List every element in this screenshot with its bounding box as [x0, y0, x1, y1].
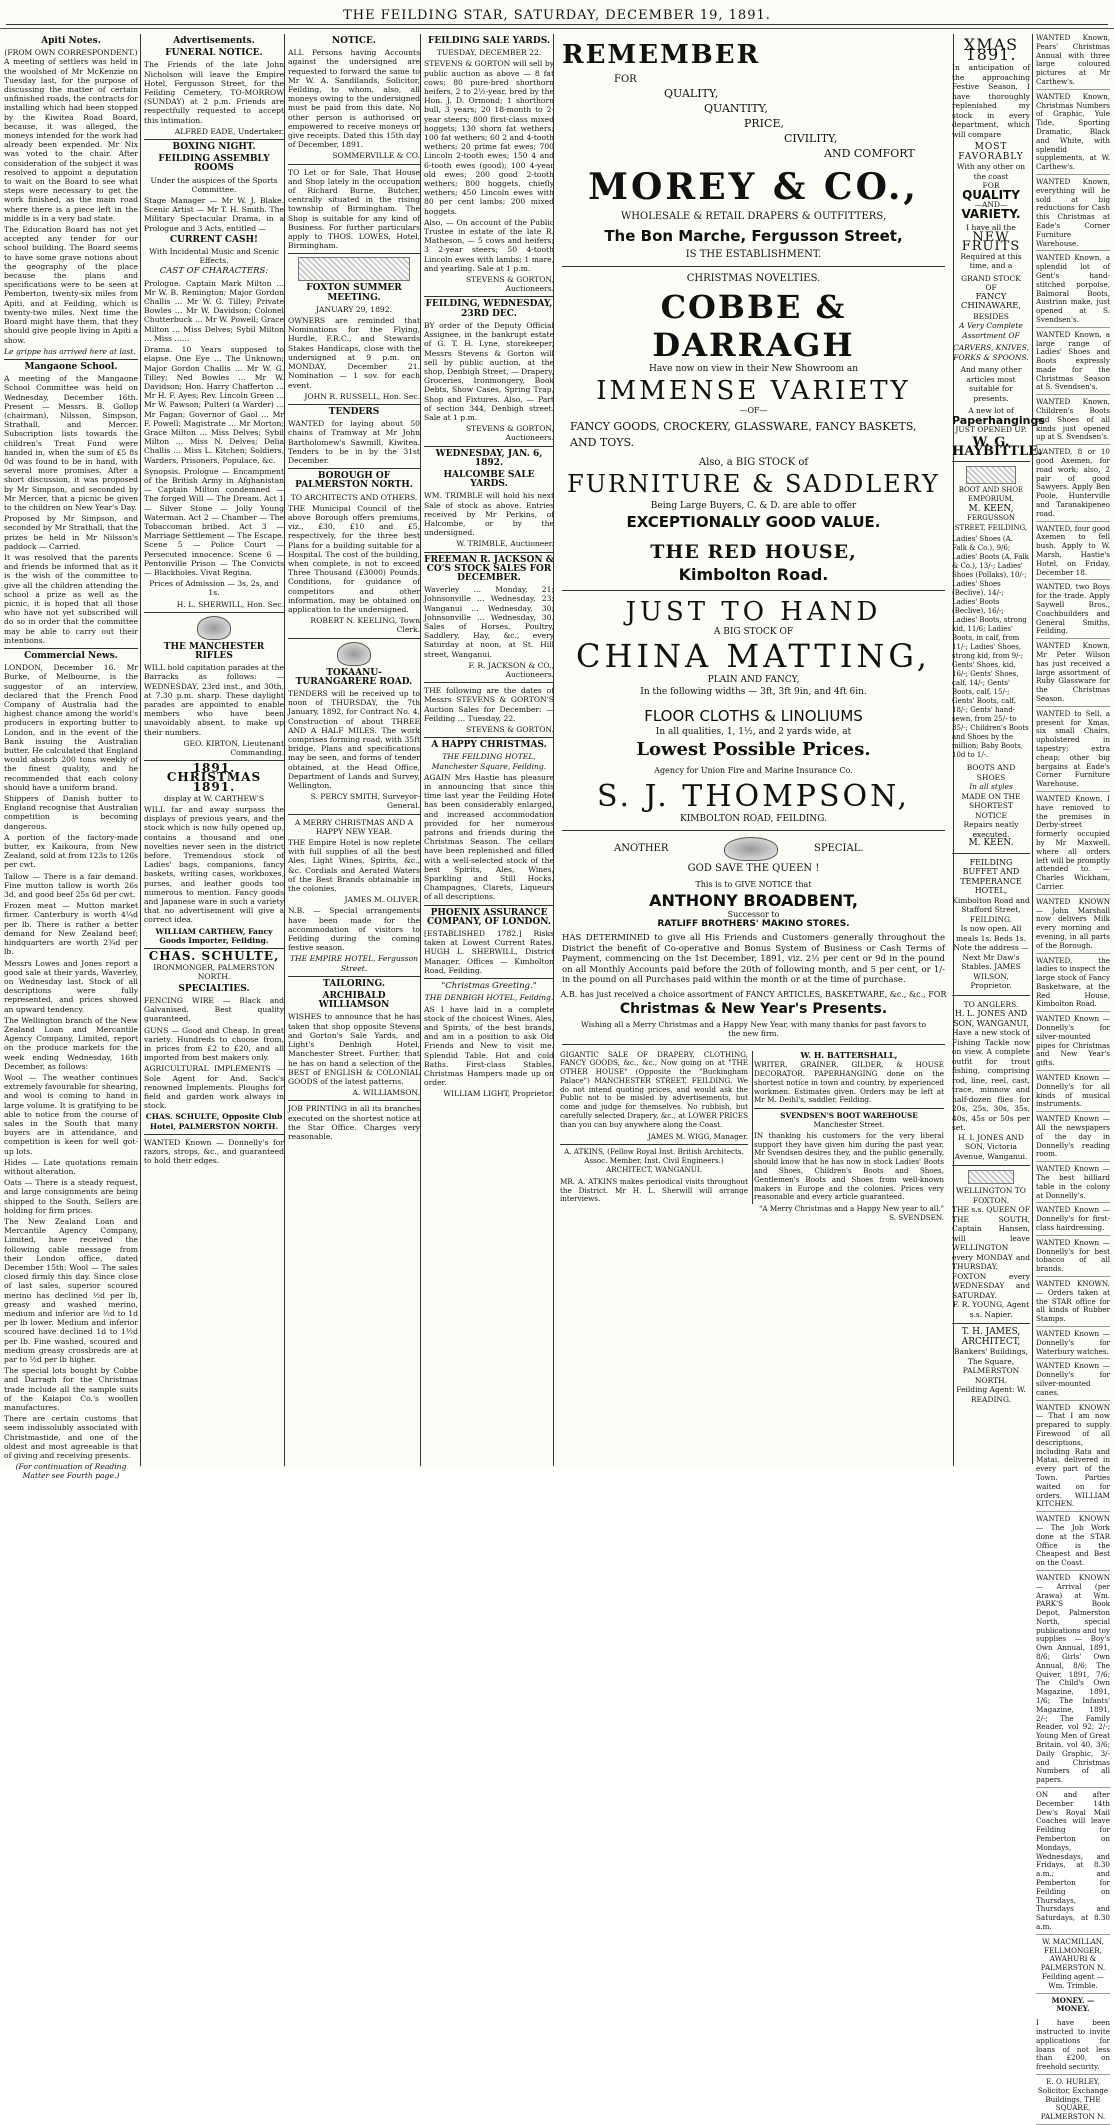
china-matting-heading: CHINA MATTING,: [576, 637, 931, 675]
article-paragraph: Messrs Lowes and Jones report a good sale at their yards, Waverley, on Wednesday last. Stock of all descriptions were fully represented, and prices showed an upward tendency.: [4, 958, 138, 1014]
keen-name: M. KEEN,: [968, 503, 1014, 514]
article-paragraph: Hides — Late quotations remain without alteration.: [4, 1157, 138, 1176]
column-advertisements-1: [140, 34, 284, 1466]
just-to-hand-heading: JUST TO HAND: [625, 597, 882, 627]
race-notice: OWNERS are reminded that Nominations for the Flying, Hurdle, F.R.C., and Stewards Stakes Handicaps, close with the undersigned at 9 p.m. on MONDAY, December 21. Nomination — 1 sov. for each event.: [288, 316, 420, 390]
wanted-notice: WANTED Known — All the newspapers of the day in Donnelly's reading room.: [1036, 1115, 1110, 1162]
give-notice-text: This is to GIVE NOTICE that: [695, 880, 812, 889]
xmas-intro: In anticipation of the approaching Festive Season, I have thoroughly replenished my stock in every department, which will compare: [952, 63, 1030, 139]
wanted-notice: WANTED KNOWN, — Orders taken at the STAR office for all kinds of Rubber Stamps.: [1036, 1280, 1110, 1327]
quantity-text: QUANTITY,: [704, 102, 768, 115]
kimbolton-road-text: Kimbolton Road.: [678, 565, 829, 584]
keen-signature: M. KEEN.: [968, 838, 1014, 848]
boot-emporium-heading: BOOT AND SHOE EMPORIUM.: [958, 485, 1024, 503]
merry-christmas: A MERRY CHRISTMAS AND A HAPPY NEW YEAR.: [294, 817, 414, 836]
agency-text: Agency for Union Fire and Marine Insurance Co.: [654, 766, 853, 775]
road-signature: S. PERCY SMITH, Surveyor-General.: [310, 792, 420, 811]
shortest-notice-text: MADE ON THE SHORTEST NOTICE: [961, 791, 1021, 820]
another-special-row: [554, 837, 953, 859]
divider: [424, 905, 554, 906]
successor-text: Successor to: [727, 910, 780, 919]
masthead-rule: [6, 24, 1108, 25]
divider: [424, 552, 554, 553]
quality-heading: QUALITY: [962, 187, 1020, 202]
fishing-tackle-text: Have a new stock of Fishing Tackle now on view. A complete outfit for trout fishing, comprising rod, line, reel, cast, trace, minnow and half-dozen flies for 20s, 25s, 30s, 35s, 40s, 45s or 50s per set.: [952, 1028, 1030, 1132]
article-paragraph: Oats — There is a steady request, and large consignments are being shipped to the South. Sellers are holding for firm prices.: [4, 1178, 138, 1215]
morey-heading: MOREY & CO.,: [588, 166, 919, 208]
drama-subtitle: With Incidental Music and Scenic Effects.: [149, 247, 279, 266]
schulte-subheading: IRONMONGER, PALMERSTON NORTH.: [153, 963, 275, 982]
to-let-advert: TO Let or for Sale, That House and Shop lately in the occupation of Richard Burne, Butcher, centrally situated in the rising township of Birmingham. The Shop is suitable for any kind of Business. For further particulars apply to THOS. LOWES, Hotel, Birmingham.: [288, 167, 420, 251]
divider: [4, 648, 138, 649]
for-text: FOR: [614, 74, 637, 85]
divider: [4, 359, 138, 360]
denbigh-hotel-name: THE DENBIGH HOTEL, Feilding.: [424, 993, 554, 1003]
most-favorably: MOST FAVORABLY: [958, 142, 1024, 162]
divider: [424, 978, 554, 979]
wanted-notice: WANTED KNOWN — The Job Work done at the STAR Office is the Cheapest and Best on the Coast.: [1036, 1515, 1110, 1571]
special-text: SPECIAL.: [814, 843, 864, 854]
cast-list: Drama. 10 Years supposed to elapse. One Eye … The Unknown; Major Gordon Challis … Mr W. G. Tilley; Ned Bowles … Mr W. Davidson; Hon. Harry Chafferton … Mr H. F. Ayes; Rev. Lincoln Green … Mr W. Pawson; Pulteri (a Warder) … Mr Fagan; Governor of Gaol … Mr F. Powell; Magistrate … Mr Morton; Grace Milton … Miss Delves; Sybil Milton … Miss N. Delves; Delia Challis … Miss L. Kitchen; Soldiers, Warders, Prisoners, Populace, &c.: [144, 345, 284, 465]
tailor-text: WISHES to announce that he has taken that shop opposite Stevens and Gorton's Sale Yards, and Light's Denbigh Hotel, Manchester Street. Further, that he has on hand a selection of the BEST of ENGLISH & COLONIAL GOODS of the latest patterns.: [288, 1012, 420, 1086]
guns: GUNS — Good and Cheap. In great variety. Hundreds to choose from, in prices from £2 to £20, and all imported from best makers only.: [144, 1025, 284, 1063]
apiti-heading: Apiti Notes.: [41, 36, 101, 46]
royal-crest-icon: [337, 642, 371, 666]
wanted-notice: WANTED, four good Axemen to fell bush. Apply to W. Marsh, Hastie's Hotel, on Friday, December 18.: [1036, 525, 1110, 581]
happy-christmas-heading: A HAPPY CHRISTMAS.: [431, 740, 547, 751]
column-right: [952, 33, 1110, 2122]
comfort-text: AND COMFORT: [824, 147, 915, 160]
carthew-subheading: display at W. CARTHEW'S: [163, 793, 265, 803]
article-paragraph: Proposed by Mr Simpson, and seconded by Mr Strathall, that the prizes be held in Mr Nilsson's paddock — Carried.: [4, 514, 138, 551]
race-signature: JOHN R. RUSSELL, Hon. Sec.: [304, 391, 420, 401]
divider: [562, 590, 945, 591]
plain-fancy-text: PLAIN AND FANCY,: [707, 675, 800, 685]
borough-signature: ROBERT N. KEELING, Town Clerk.: [310, 616, 420, 635]
wanted-notice: WANTED Known, Christmas Numbers of Graphic, Yule Tide, Sporting Dramatic, Black and White, with splendid supplements, at W. Carthew's.: [1036, 93, 1110, 175]
buffet-address: Kimbolton Road and Stafford Street, FEILDING.: [952, 895, 1030, 924]
bottom-left-adverts: [560, 1051, 753, 1205]
feilding-hotel-text: AGAIN Mrs Hastie has pleasure in announcing that since this time last year the Feilding Hotel has been considerably enlarged, and increased accommodation provided for her numerous patrons and friends during the Christmas Season. The cellars have been replenished and filled with a well-selected stock of the best Spirits, Ales, Wines, Sparkling and Still Hocks, Champagnes, Clarets, Liqueurs of all descriptions.: [424, 772, 554, 902]
divider: [424, 296, 554, 297]
and-text: —AND—: [974, 200, 1008, 209]
variety-heading: VARIETY.: [961, 206, 1021, 221]
specialties-heading: SPECIALTIES.: [178, 983, 250, 994]
auctioneer-signature: STEVENS & GORTON, Auctioneers.: [465, 424, 554, 443]
remember-heading: REMEMBER: [562, 40, 761, 70]
article-paragraph: It was resolved that the parents and friends be informed that as it is the wish of the committee to give all the children attending the school a prize as well as the picnic, it is hoped that all those who have not yet subscribed will do so in order that the committee may be able to carry out their intentions.: [4, 552, 138, 645]
wanted-notice: WANTED Known — Donnelly's for silver-mounted canes.: [1036, 1362, 1110, 1400]
carvers-text: CARVERS, KNIVES, FORKS & SPOONS.: [953, 343, 1029, 362]
christmas-heading: 1891. CHRISTMAS 1891.: [166, 761, 262, 794]
denbigh-text: AS I have laid in a complete stock of the choicest Wines, Ales, and Spirits, of the best brands, and am in a position to ask Old Friends and New to visit me. Splendid Table. Hot and cold Baths. First-class Stables. Christmas Hampers made up on order.: [424, 1004, 554, 1088]
floor-cloths-heading: FLOOR CLOTHS & LINOLIUMS: [644, 707, 863, 725]
feilding-hotel-name: THE FEILDING HOTEL, Manchester Square, Feilding.: [431, 752, 547, 771]
james-agent: Feilding Agent: W. READING.: [956, 1385, 1026, 1404]
empire-address: THE EMPIRE HOTEL, Fergusson Street.: [289, 954, 419, 973]
article-paragraph: Tallow — There is a fair demand. Fine mutton tallow is worth 26s 3d, and good beef 25s 6d per cwt.: [4, 871, 138, 900]
column-news: [4, 34, 138, 1481]
masthead: [0, 0, 1114, 29]
road-text: TENDERS will be received up to noon of THURSDAY, the 7th January, 1892, for Contract No. 4, Construction of about THREE AND A HALF MILES. The work comprises forming road, with 35ft bridge. Plans and specifications may be seen, and forms of tender obtained, at the Head Office, Department of Lands and Survey, Wellington.: [288, 688, 420, 791]
wanted-notice: WANTED Known — Donnelly's for first-class hairdressing.: [1036, 1206, 1110, 1235]
tailor-signature: A. WILLIAMSON.: [352, 1088, 420, 1098]
god-save-queen: GOD SAVE THE QUEEN !: [687, 863, 820, 874]
tenders-heading: TENDERS: [328, 406, 380, 417]
borough-subheading: TO ARCHITECTS AND OTHERS.: [290, 492, 418, 502]
quality-text: QUALITY,: [664, 87, 719, 100]
jackson-text: Waverley … Monday, 21; Johnsonville … Wednesday, 23; Wanganui … Wednesday, 30; Johnsonville … Wednesday, 30. Sales of Horses, Poultry, Saddlery, Hay, &c., every Saturday at noon, at St. Hill street, Wanganui.: [424, 585, 554, 659]
paperhangings-heading: Paperhangings: [952, 413, 1045, 427]
chinaware-text: FANCY CHINAWARE,: [960, 291, 1022, 311]
battershall-text: WRITER, GRAINER, GILDER, & HOUSE DECORATOR. PAPERHANGING done on the shortest notice in town and country, by experienced workmen. Estimates given. Orders may be left at Mr M. Deihl's, saddler, Feilding.: [754, 1060, 944, 1105]
phoenix-heading: PHOENIX ASSURANCE COMPANY, OF LONDON.: [426, 907, 551, 927]
wanted-column: [1032, 33, 1110, 2122]
stevens-gorton-signature: STEVENS & GORTON.: [465, 725, 554, 735]
bottom-advert-grid: [554, 1051, 953, 1381]
rifles-notice: WILL hold capitation parades at the Barracks as follows: — WEDNESDAY, 23rd inst., and 30th, at 7.30 p.m. sharp. These daylight parades are appointed to enable members who have been unavoidably absent, to make up their numbers.: [144, 663, 284, 737]
fencing-wire: FENCING WIRE — Black and Galvanised. Best quality guaranteed.: [144, 995, 284, 1024]
establishment-text: IS THE ESTABLISHMENT.: [685, 249, 822, 260]
goods-list: FANCY GOODS, CROCKERY, GLASSWARE, FANCY BASKETS, AND TOYS.: [570, 420, 917, 449]
divider: [144, 612, 284, 613]
article-paragraph: Le grippe has arrived here at last.: [4, 346, 136, 356]
article-paragraph: The New Zealand Loan and Mercantile Agency Company, Limited, have received the following cable message from their London office, dated December 15th: Wool — The sales closed firmly this day. Since close of last sales, superior scoured merino has declined ½d per lb, greasy and washed merino, medium and inferior are ½d to 1d per lb lower. Medium and inferior scoured have declined 1d to 1½d per lb. Fine washed, scoured and medium greasy crossbreds are at par to ½d per lb higher.: [4, 1216, 138, 1365]
bankrupt-sale: BY order of the Deputy Official Assignee, in the bankrupt estate of G. T. H. Lyne, storekeeper, Messrs Stevens & Gorton will sell by public auction, at the shop, Denbigh Street, — Drapery, Groceries, Ironmongery, Book Debts, Show Cases, Spring Trap, Shop and Fixtures. Also, — Part of section 344, Denbigh street. Sale at 1 p.m.: [424, 320, 554, 422]
notice-signature: SOMMERVILLE & CO.: [332, 151, 420, 161]
cobbe-subtext: Have now on view in their New Showroom an: [648, 364, 859, 374]
article-paragraph: The Wellington branch of the New Zealand Loan and Mercantile Agency Company, Limited, report on the produce markets for the week ending Wednesday, 16th December, as follows:: [4, 1015, 138, 1071]
wanted-notice: WANTED KNOWN — Arrival (per Arawa) at Wm. PARK'S Book Depot, Palmerston North, special publications and toy supplies — Boy's Own Annual, 1891, 8/6; Girls' Own Annual, 8/6; The Quiver, 1891, 7/6; The Child's Own Magazine, 1891, 1/6; The Infants' Magazine, 1891, 2/-; The Family Reader, vol 92, 2/-; Young Men of Great Britain, vol 40, 3/6; Daily Graphic, 3/- and Christmas Numbers of all papers.: [1036, 1574, 1110, 1788]
carthew-signature: WILLIAM CARTHEW, Fancy Goods Importer, Feilding.: [155, 926, 273, 945]
assembly-rooms-title: FEILDING ASSEMBLY ROOMS: [158, 154, 270, 174]
wanted-notice: WANTED KNOWN — John Marshall now delivers Milk every morning and evening, in all parts of the Borough.: [1036, 898, 1110, 954]
buffet-proprietor: Note the address — Next Mr Daw's Stables. JAMES WILSON, Proprietor.: [953, 943, 1029, 990]
wanted-notice: WANTED KNOWN — That I am now prepared to supply Firewood of all descriptions, including Rata and Matai, delivered in every part of the Town. Parties waited on for orders. WILLIAM KITCHEN.: [1036, 1404, 1110, 1513]
lowest-prices-heading: Lowest Possible Prices.: [636, 739, 871, 760]
steamer-engraving: [968, 1170, 1014, 1184]
steamer-agent: F. R. YOUNG, Agent s.s. Napier.: [952, 1300, 1030, 1319]
thompson-heading: S. J. THOMPSON,: [596, 779, 910, 814]
newspaper-title: THE FEILDING STAR, SATURDAY, DECEMBER 19, 1891.: [343, 8, 771, 23]
cast-heading: CAST OF CHARACTERS:: [159, 266, 269, 277]
required-text: Required at this time, and a: [960, 251, 1022, 270]
empire-nb: N.B. — Special arrangements have been made for the accommodation of visitors to Feilding during the coming festive season.: [288, 906, 420, 953]
race-date: JANUARY 29, 1892.: [316, 304, 392, 314]
article-paragraph: Frozen meat — Mutton market firmer. Canterbury is worth 4¼d per lb. There is rather a better demand for New Zealand beef; hindquarters are worth 2¾d per lb.: [4, 901, 138, 957]
divider: [562, 1044, 945, 1045]
divider: [288, 638, 420, 639]
i-have-text: I have all the: [966, 223, 1016, 232]
denbigh-greeting: "Christmas Greeting.": [441, 981, 537, 992]
svendsen-street: Manchester Street.: [813, 1120, 885, 1130]
divider: [288, 164, 420, 165]
wanted-notice: WANTED Known, a splendid lot of Gent's hand-stitched porpoise, Balmoral Boots, Austrian make, just opened at S. Svendsen's.: [1036, 254, 1110, 327]
broadbent-terms: HAS DETERMINED to give all His Friends and Customers generally throughout the District the benefit of Co-operative and Bonus System of Business or Cash Terms of Payment, commencing on the 1st December, 1891, viz. 2½ per cent or 9d in the pound on all Monthly Accounts paid before the 20th of following month, and 5 per cent, or 1/- in the pound on all Purchases paid within the month or at the time of purchase.: [562, 933, 945, 985]
divider: [288, 253, 420, 254]
of-text: OF: [985, 283, 997, 292]
halcombe-text: WM. TRIMBLE will hold his next Sale of stock as above. Entries received by Mr Perkins, of Halcombe, or by the undersigned.: [424, 491, 554, 538]
funeral-notice-heading: FUNERAL NOTICE.: [165, 48, 263, 59]
article-paragraph: There are certain customs that seem indissolubly associated with Christmastide, and one of the oldest and most agreeable is that of giving and receiving presents.: [4, 1414, 138, 1461]
wholesale-text: WHOLESALE & RETAIL DRAPERS & OUTFITTERS,: [621, 211, 886, 222]
divider: [424, 682, 554, 683]
meals-text: Is now open. All meals 1s. Beds 1s.: [955, 924, 1027, 943]
for-text: FOR: [982, 181, 1000, 190]
road-heading: TOKAANU-TURANGARERE ROAD.: [295, 667, 413, 687]
continuation-note: (For continuation of Reading Matter see Fourth page.): [15, 1462, 127, 1481]
new-lot-text: A new lot of: [968, 406, 1014, 415]
wanted-notice: WANTED Known — Donnelly's for best tobacco of all brands.: [1036, 1239, 1110, 1277]
article-paragraph: A meeting of the Mangaone School Committee was held on Wednesday, December 16th. Present — Messrs. B. Gollop (chairman), Nilsson, Simpson, Strathall, and Mercer. Subscription lists towards the children's Treat Fund were handed in, when the sum of £5 8s 0d was found to be in hand, with several more promises. After a short discussion, it was proposed by Mr Simpson, and seconded by Mr Mercer, that a picnic be given to the children on New Year's Day.: [4, 374, 138, 512]
with-text: With any other on the coast: [956, 162, 1026, 181]
cast-list: Prologue. Captain Mark Milton … Mr W. B. Remington; Major Gordon Challis … Mr W. G. Tilley; Private Bowles … Mr W. Davidson; Colonel Chutterbuck … Mr W. Powell; Grace Milton … Miss Delves; Sybil Milton … Miss ……: [144, 278, 284, 343]
drama-title: CURRENT CASH!: [170, 234, 258, 245]
divider: [424, 737, 554, 738]
apiti-subheading: (FROM OWN CORRESPONDENT.): [4, 48, 138, 58]
divider: [288, 976, 420, 977]
wanted-notice: WANTED, the ladies to inspect the large stock of Fancy Basketware, at the Red House, Kimbolton Road.: [1036, 957, 1110, 1013]
prices: Prices of Admission — 3s, 2s, and 1s.: [149, 579, 279, 598]
borough-heading: BOROUGH OF PALMERSTON NORTH.: [295, 471, 413, 491]
james-address: Bankers' Buildings, The Square, PALMERSTON NORTH.: [954, 1347, 1028, 1385]
gigantic-sale-advert: GIGANTIC SALE OF DRAPERY, CLOTHING, FANCY GOODS, &c., &c., Now going on at "THE OTHER HOUSE" (Opposite the "Buckingham Palace") MANCHESTER STREET, FEILDING. We do not intend quoting prices, and would ask the Public not to be misled by advertisements, but come and judge for themselves. No rubbish, but carefully selected Drapery, &c., at LOWER PRICES than you can buy anywhere along the Coast.: [560, 1049, 748, 1129]
coach-notice: ON and after December 14th Dew's Royal Mail Coaches will leave Feilding for Pemberton on Mondays, Wednesdays, and Fridays, at 8.30 a.m.; and Pemberton for Feilding on Thursdays, Thursdays and Saturdays, at 8.30 a.m.: [1036, 1791, 1110, 1935]
hurley-signature: E. O. HURLEY, Solicitor, Exchange Buildings, THE SQUARE, PALMERSTON N.: [1036, 2078, 1110, 2125]
wanted-notice: WANTED Known, Children's Boots and Shoes of all kinds just opened up at S. Svendsen's.: [1036, 398, 1110, 445]
besides-text: BESIDES: [973, 311, 1009, 321]
jones-signature: H. I. JONES AND SON, Victoria Avenue, Wanganui.: [954, 1132, 1028, 1161]
job-printing: JOB PRINTING in all its branches executed on the shortest notice at the Star Office. Charges very reasonable.: [288, 1104, 420, 1141]
tenders-text: WANTED for laying about 50 chains of Tramway at Mr John Bartholomew's Sawmill, Kiwitea. Tenders to be in by the 31st December.: [288, 419, 420, 465]
secretary-signature: H. L. SHERWILL, Hon. Sec.: [176, 599, 284, 609]
floor-subtext: In all qualities, 1, 1½, and 2 yards wide, at: [655, 727, 852, 737]
wanted-notice: WANTED Known, everything will be sold at big reductions for Cash this Christmas at Eade's Corner Furniture Warehouse.: [1036, 178, 1110, 251]
racehorse-engraving: [298, 257, 410, 281]
another-text: ANOTHER: [614, 843, 669, 854]
boxing-subtitle: Under the auspices of the Sports Committee.: [150, 175, 278, 194]
divider: [288, 468, 420, 469]
wanted-notice: WANTED Known, a large range of Ladies' Shoes and Boots expressly made for the Christmas Season at S. Svendsen's.: [1036, 331, 1110, 396]
ratliff-text: RATLIFF BROTHERS' MAKINO STORES.: [657, 919, 850, 929]
divider: [144, 139, 284, 140]
bon-marche-text: The Bon Marche, Fergusson Street,: [604, 227, 903, 245]
rifles-signature: GEO. KIRTON, Lieutenant Commanding.: [183, 738, 284, 758]
notice-heading: NOTICE.: [331, 36, 377, 46]
opened-up-text: JUST OPENED UP.: [955, 425, 1027, 434]
buffet-heading: FEILDING BUFFET AND TEMPERANCE HOTEL,: [960, 857, 1022, 895]
xmas-heading: XMAS 1891.: [963, 35, 1019, 64]
immense-variety-heading: IMMENSE VARIETY: [596, 376, 911, 406]
large-advertisement-column: [553, 34, 954, 1466]
svendsen-text: IN thanking his customers for the very liberal support they have given him during the past year, Mr Svendsen desires they, and the public generally, should know that he has now in stock Ladies' Boots and Shoes, Children's Boots and Shoes, Gentlemen's Boots and Shoes from well-known makers in Europe and the colonies. Prices very reasonable and every article guaranteed.: [754, 1130, 944, 1202]
tailor-name: ARCHIBALD WILLIAMSON: [318, 991, 390, 1011]
atkins-visits: MR. A. ATKINS makes periodical visits throughout the District. Mr H. L. Sherwill will arrange interviews.: [560, 1176, 748, 1204]
schulte-heading: CHAS. SCHULTE,: [148, 949, 280, 964]
funeral-notice: The Friends of the late John Nicholson will leave the Empire Hotel, Fergusson Street, for the Feilding Cemetery, TO-MORROW (SUNDAY) at 2 p.m. Friends are respectfully requested to accept this intimation.: [144, 60, 284, 125]
schulte-signature: CHAS. SCHULTE, Opposite Club Hotel, PALMERSTON NORTH.: [145, 1112, 283, 1131]
wanted-notice: WANTED Known — Donnelly's for razors, strops, &c., and guaranteed to hold their edges.: [144, 1137, 284, 1166]
wigg-signature: JAMES M. WIGG, Manager.: [647, 1131, 748, 1141]
anglers-heading: TO ANGLERS.: [963, 999, 1019, 1009]
price-text: PRICE,: [744, 117, 784, 130]
jackson-heading: FREEMAN R. JACKSON & CO'S STOCK SALES FOR DECEMBER.: [424, 554, 554, 583]
halcombe-date: WEDNESDAY, JAN. 6, 1892.: [435, 448, 543, 468]
tailoring-heading: TAILORING.: [323, 978, 385, 989]
column-advertisements-2: [284, 34, 420, 1466]
svendsen-heading: SVENDSEN'S BOOT WAREHOUSE: [780, 1111, 918, 1121]
of-text: —OF—: [739, 406, 768, 415]
wanted-notice: WANTED to Sell, a present for Xmas, six small Chairs, upholstered in tapestry; extra cheap; other big bargains at Eade's Corner Furniture Warehouse.: [1036, 710, 1110, 792]
widths-text: In the following widths — 3ft, 3ft 9in, and 4ft 6in.: [640, 687, 867, 697]
article-paragraph: A meeting of settlers was held in the woolshed of Mr McKenzie on Tuesday last, for the purpose of discussing the matter of certain unfinished roads, the contracts for installing which had been stopped by the Kiwitea Road Board, because, it was alleged, the moneys intended for the work had already been expended. Mr Nix was voted to the chair. After consideration of the subject it was resolved to appoint a deputation to wait on the Board to see what steps were necessary to get the work finished, as the main road where there is a piece left in the middle is in a very bad state.: [4, 57, 138, 223]
sale-list: Also, — On account of the Public Trustee in estate of the late R. Matheson, — 5 cows and heifers; 3 2-year steers; 50 4-tooth Lincoln ewes with lambs; 1 mare, and yearling. Sale at 1 p.m.: [424, 217, 554, 273]
wanted-notice: WANTED Known — Donnelly's for Waterbury watches.: [1036, 1330, 1110, 1359]
divider: [144, 1134, 284, 1135]
steamer-schedule: THE s.s. QUEEN OF THE SOUTH, Captain Hansen, will leave WELLINGTON every MONDAY and THURSDAY, FOXTON every WEDNESDAY and SATURDAY.: [952, 1205, 1030, 1300]
svendsen-signature: "A Merry Christmas and a Happy New year to all." S. SVENDSEN.: [759, 1204, 944, 1223]
article-paragraph: The Education Board has not yet accepted any tender for our school building. The Board seems to have some grave notions about the geography of the place because the plans and specifications were to be seen at Pemberton, twenty-six miles from Apiti, and at Feilding, which is twenty-two miles. Next time the Board might have them, that they should give people living in Apiti a show.: [4, 225, 138, 345]
buyers-text: Being Large Buyers, C. & D. are able to offer: [650, 501, 857, 511]
foxton-heading: WELLINGTON TO FOXTON.: [956, 1186, 1026, 1205]
many-articles: And many other articles most suitable for presents.: [960, 365, 1022, 403]
empire-hotel-advert: THE Empire Hotel is now replete with full supplies of all the best Ales, Light Wines, Spirits, &c., &c. Cordials and Aerated Waters of the Best Brands obtainable in the colonies.: [288, 838, 420, 894]
wanted-notice: WANTED Known, Pears' Christmas Annual with three large coloured pictures at Mr Carthew's.: [1036, 34, 1110, 90]
boot-price-list: Ladies' Shoes (A. Falk & Co.), 9/6; Ladies' Boots (A. Falk & Co.), 13/-; Ladies' Shoes (Pollaks), 10/-; Ladies' Shoes (Beclive), 14/-; Ladies' Boots (Beclive), 16/-; Ladies' Boots, strong kid, 11/6; Ladies' Boots, in calf, from 11/-; Ladies' Shoes, strong kid, from 9/-; Gents' Shoes, kid, 16/-; Gents' Shoes, calf, 14/-; Gents' Boots, calf, 15/-; Gents' Boots, calf, 18/-; Gents' hand-sewn, from 25/- to 35/-; Children's Boots and Shoes by the million; Baby Boots, 10d to 1/-.: [952, 535, 1029, 759]
wishing-text: Wishing all a Merry Christmas and a Happy New Year, with many thanks for past favors to the new firm.: [581, 1019, 926, 1038]
borough-text: THE Municipal Council of the above Borough offers premiums, viz., £30, £10 and £5, respectively, for the three best Plans for a building suitable for a Hospital. The cost of the building, when complete, is not to exceed Three Thousand (£3000) Pounds. Conditions, for guidance of competitors and other information, may be obtained on application to the undersigned.: [288, 503, 420, 614]
big-stock-of-text: A BIG STOCK OF: [713, 627, 794, 637]
repairs-text: Repairs neatly executed.: [963, 820, 1019, 839]
divider: [424, 446, 554, 447]
money-text: I have been instructed to invite applications for loans of not less than £200, on freehold security.: [1036, 2019, 1110, 2075]
article-paragraph: Shippers of Danish butter to England recognise that Australian competition is becoming dangerous.: [4, 794, 138, 831]
auctioneer-signature: STEVENS & GORTON, Auctioneers.: [465, 275, 554, 294]
assortment-text: A Very Complete Assortment OF: [959, 321, 1023, 340]
civility-text: CIVILITY,: [784, 132, 838, 145]
wanted-notice: WANTED Known — Donnelly's for silver-mounted pipes for Christmas and New Year's gifts.: [1036, 1015, 1110, 1071]
undertaker-signature: ALFRED EADE, Undertaker.: [174, 126, 284, 136]
carthew-advert: WILL far and away surpass the displays of previous years, and the stock which is now fully opened up, contains a thousand and one novelties never seen in the district before. Tremendous stock of Ladies' bags, companions, fancy baskets, writing cases, workboxes, purses, and leather goods too numerous to mention. Fancy goods and Japanese ware in such a variety that no advertisement will give a correct idea.: [144, 805, 284, 925]
fancy-articles-text: A.B. has just received a choice assortment of FANCY ARTICLES, BASKETWARE, &c., &c., FOR: [560, 989, 947, 999]
jones-heading: H. L. JONES AND SON, WANGANUI,: [953, 1009, 1029, 1028]
macmillan-advert: W. MACMILLAN, FELLMONGER, AWAHURI & PALMERSTON N. Feilding agent — Wm. Trimble.: [1036, 1938, 1110, 1994]
empire-signature: JAMES M. OLIVER.: [344, 895, 420, 905]
trimble-signature: W. TRIMBLE, Auctioneer.: [456, 539, 554, 549]
wanted-notice: WANTED Known — The best billiard table in the colony at Donnelly's.: [1036, 1165, 1110, 1203]
money-heading: MONEY. — MONEY.: [1051, 1995, 1095, 2014]
article-paragraph: LONDON, December 16. Mr Burke, of Melbourne, is the suggestor of an interview, declared that the French Food Company of Australia had the highest chance among the world's producers in exporting butter to London, and in the event of the Bank issuing the Australian butter. He calculated that England would absorb 200 tons weekly of the finest quality, and he recommended that each colony should have a uniform brand.: [4, 663, 138, 792]
synopsis: Synopsis. Prologue — Encampment of the British Army in Afghanistan — Captain Milton condemned — The forged Will — The Dream. Act 1 — Silver Stone — Jolly Young Waterman. Act 2 — Chamber — The Tobaccoman bribed. Act 3 — Marriage Settlement — The Escape. Scene 5 — Police Court — Persecuted innocence. Scene 6 — Pentonville Prison — The Convicts — Blackholes. Vivat Regina.: [144, 466, 284, 577]
styles-text: In all styles: [969, 782, 1013, 791]
big-stock-text: Also, a BIG STOCK of: [698, 457, 809, 468]
denbigh-signature: WILLIAM LIGHT, Proprietor.: [443, 1089, 554, 1099]
haybittle-name: W. G. HAYBITTLE.: [952, 434, 1043, 459]
boots-shoes-heading: BOOTS AND SHOES: [966, 763, 1016, 782]
sale-list: STEVENS & GORTON will sell by public auction as above — 8 fat cows; 80 pure-bred shorthorn heifers, 2 to 2½-year, bred by the Hon. J. D. Ormond; 1 shorthorn bull, 3 years; 20 18-month to 2-year steers; 800 first-class mixed hoggets; 130 shorn fat wethers; 100 fat wethers; 60 2 and 4-tooth wethers; 20 prime fat ewes; 700 Lincoln 2-tooth ewes; 150 4 and 6-tooth ewes (good); 100 4-year old ewes; 200 good 2-tooth wethers; 800 hoggets, chiefly wethers; 450 Lincoln ewes with 80 per cent lambs; 200 mixed hoggets.: [424, 59, 554, 216]
james-architect-heading: T. H. JAMES, ARCHITECT,: [961, 1327, 1021, 1347]
phoenix-text: [ESTABLISHED 1782.] Risks taken at Lowest Current Rates. HUGH L. SHERWILL, District Manager. Offices — Kimbolton Road, Feilding.: [424, 929, 554, 975]
new-fruits-heading: NEW FRUITS: [961, 229, 1021, 254]
halcombe-heading: HALCOMBE SALE YARDS.: [443, 469, 535, 490]
broadbent-heading: ANTHONY BROADBENT,: [649, 891, 858, 910]
notice-text: ALL Persons having Accounts against the undersigned are requested to forward the same to Mr W. A. Sandilands, Solicitor, Feilding, to whom, also, all moneys owing to the undersigned must be paid from this date. No other person is authorised or empowered to receive moneys or give receipts. Dated this 15th day of December, 1891.: [288, 48, 420, 150]
rifles-heading: THE MANCHESTER RIFLES: [163, 641, 265, 661]
sale-yards-heading: FEILDING SALE YARDS.: [427, 36, 551, 46]
wanted-notice: WANTED, two Boys for the trade. Apply Saywell Bros., Coachbuilders and General Smiths, Feilding.: [1036, 583, 1110, 639]
divider: [562, 266, 945, 267]
divider: [288, 404, 420, 405]
haybittle-advert: [952, 35, 1045, 1404]
advertisements-heading: Advertisements.: [173, 36, 255, 46]
wanted-notice: WANTED Known, I have removed to the premises in Derby-street formerly occupied by Mr Maxwell, where all orders left will be promptly attended to. — Charles Wickham, Carrier.: [1036, 795, 1110, 895]
royal-crest-icon: [724, 837, 778, 861]
cobbe-darragh-heading: COBBE & DARRAGH: [652, 288, 855, 364]
presents-heading: Christmas & New Year's Presents.: [619, 1000, 888, 1017]
jackson-signature: F. R. JACKSON & CO., Auctioneers.: [468, 660, 554, 679]
wanted-notice: WANTED Known — Donnelly's for all kinds of musical instruments.: [1036, 1074, 1110, 1112]
thompson-address: KIMBOLTON ROAD, FEILDING.: [679, 814, 827, 824]
furniture-saddlery-heading: FURNITURE & SADDLERY: [567, 470, 940, 498]
mangaone-heading: Mangaone School.: [24, 361, 118, 372]
atkins-advert: A. ATKINS, (Fellow Royal Inst. British Architects, Assoc. Member, Inst. Civil Engineers.) ARCHITECT, WANGANUI.: [564, 1147, 744, 1175]
novelties-text: CHRISTMAS NOVELTIES.: [686, 273, 821, 284]
divider: [288, 1100, 420, 1101]
article-paragraph: Wool — The weather continues extremely favourable for shearing, and wool is coming to hand in large volume. It is gratifying to be able to notice from the course of sales in the South that many buyers are in attendance, and competition is keen for well got-up lots.: [4, 1072, 138, 1156]
boxing-night-heading: BOXING NIGHT.: [172, 142, 256, 153]
sale-date: TUESDAY, DECEMBER 22.: [436, 48, 542, 58]
divider: [288, 814, 420, 815]
stevens-gorton-dates: THE following are the dates of Messrs STEVENS & GORTON'S Auction Sales for December: — Feilding … Tuesday, 22.: [424, 686, 554, 723]
agricultural-implements: AGRICULTURAL IMPLEMENTS — Sole Agent for And. Sack's renowned Implements. Ploughs for field and garden work always in stock.: [144, 1064, 284, 1111]
battershall-heading: W. H. BATTERSHALL,: [800, 1049, 898, 1060]
commercial-heading: Commercial News.: [24, 651, 118, 661]
article-paragraph: A portion of the factory-made butter, ex Kaikoura, from New Zealand, sold at from 123s to 126s per cwt.: [4, 832, 138, 870]
boot-engraving: [966, 466, 1016, 484]
keen-address: FERGUSSON STREET, FEILDING,: [954, 514, 1028, 532]
red-house-heading: THE RED HOUSE,: [650, 541, 857, 563]
feilding-sale-heading: FEILDING, WEDNESDAY, 23RD DEC.: [425, 299, 553, 319]
grand-stock: GRAND STOCK: [961, 273, 1021, 283]
article-paragraph: The special lots bought by Cobbe and Darragh for the Christmas trade include all the sample suits of the Kaiapoi Co.'s woollen manufactures.: [4, 1366, 138, 1413]
wanted-notice: WANTED, 8 or 10 good Axemen, for road work; also, 2 pair of good Sawyers. Apply Ben Poole, Hunterville and Taranakipeneo road.: [1036, 448, 1110, 521]
good-value-text: EXCEPTIONALLY GOOD VALUE.: [626, 513, 881, 531]
royal-crest-icon: [197, 616, 231, 640]
boxing-text: Stage Manager — Mr W. J. Blake. Scenic Artist — Mr T. H. Smith. The Military Spectacular Drama, in a Prologue and 3 Acts, entitled —: [144, 196, 284, 233]
column-sales: [420, 34, 554, 1466]
race-meeting-heading: FOXTON SUMMER MEETING.: [306, 283, 402, 303]
bottom-right-adverts: [754, 1051, 944, 1223]
divider: [562, 830, 945, 831]
wanted-notice: WANTED Known, Mr Peter Wilson has just received a large assortment of Ruby Glassware for the Christmas Season.: [1036, 642, 1110, 707]
